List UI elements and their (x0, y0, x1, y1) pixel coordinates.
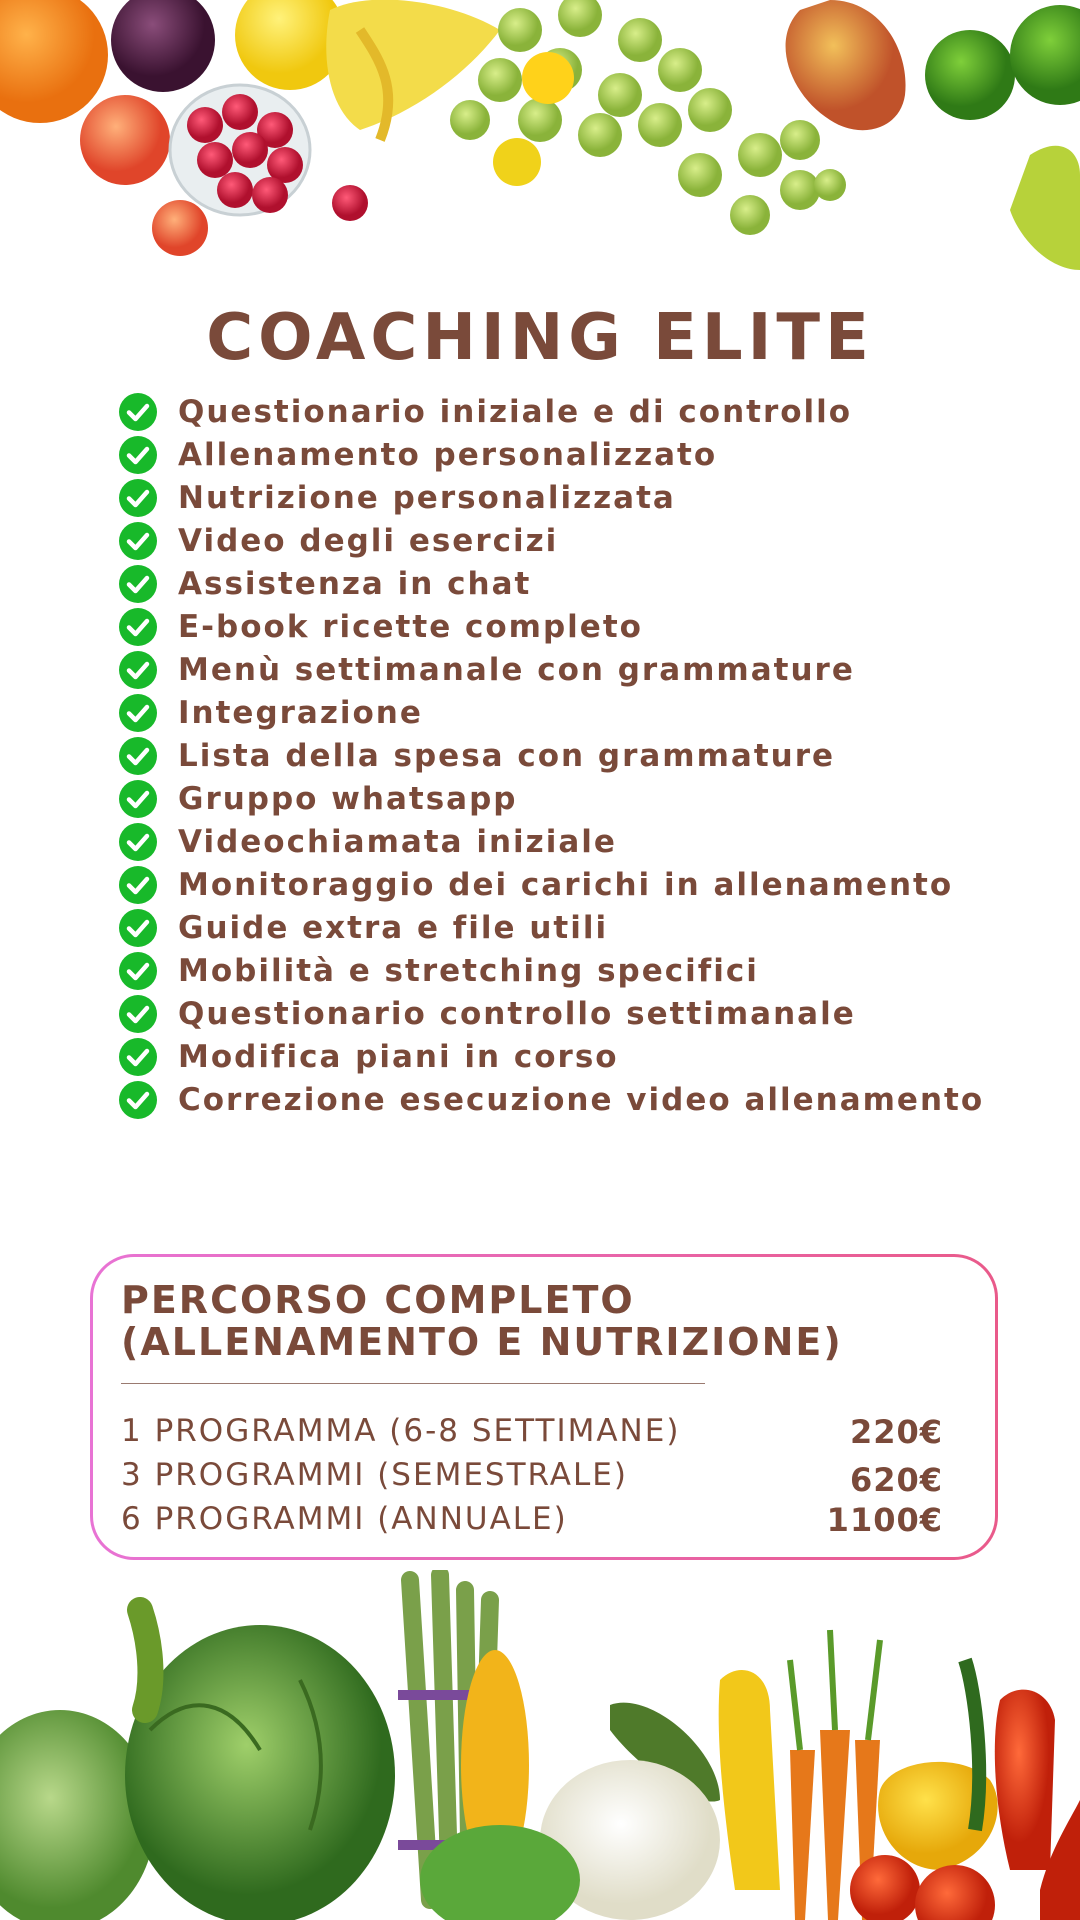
feature-label: Gruppo whatsapp (178, 780, 518, 817)
feature-item (118, 476, 984, 519)
price-row-name: 6 PROGRAMMI (ANNUALE) (121, 1501, 568, 1537)
feature-label: Menù settimanale con grammature (178, 651, 855, 688)
feature-label: Lista della spesa con grammature (178, 737, 836, 774)
page-title: COACHING ELITE (206, 300, 874, 375)
check-circle-icon (118, 736, 158, 776)
feature-item (118, 1078, 984, 1121)
feature-item (118, 992, 984, 1035)
pricing-title: PERCORSO COMPLETO (ALLENAMENTO E NUTRIZIONE) (121, 1278, 843, 1364)
check-circle-icon (118, 779, 158, 819)
check-circle-icon (118, 1080, 158, 1120)
feature-item (118, 390, 984, 433)
check-circle-icon (118, 521, 158, 561)
feature-item (118, 863, 984, 906)
fruit-banner-image (0, 0, 1080, 280)
price-row-name: 1 PROGRAMMA (6-8 SETTIMANE) (121, 1413, 681, 1449)
pricing-divider (121, 1383, 705, 1384)
feature-label: Guide extra e file utili (178, 909, 609, 946)
check-circle-icon (118, 435, 158, 475)
feature-label: Nutrizione personalizzata (178, 479, 676, 516)
price-row (121, 1457, 983, 1497)
check-circle-icon (118, 392, 158, 432)
pricing-card (90, 1254, 998, 1560)
feature-item (118, 648, 984, 691)
price-row-name: 3 PROGRAMMI (SEMESTRALE) (121, 1457, 628, 1493)
feature-item (118, 562, 984, 605)
check-circle-icon (118, 478, 158, 518)
check-circle-icon (118, 650, 158, 690)
feature-item (118, 906, 984, 949)
check-circle-icon (118, 564, 158, 604)
vegetables-banner-image (0, 1570, 1080, 1920)
check-circle-icon (118, 994, 158, 1034)
feature-item (118, 1035, 984, 1078)
feature-label: Modifica piani in corso (178, 1038, 619, 1075)
feature-item (118, 949, 984, 992)
check-circle-icon (118, 951, 158, 991)
price-row (121, 1413, 983, 1453)
check-circle-icon (118, 1037, 158, 1077)
feature-label: Correzione esecuzione video allenamento (178, 1081, 985, 1118)
check-circle-icon (118, 693, 158, 733)
feature-label: Integrazione (178, 694, 423, 731)
feature-item (118, 820, 984, 863)
feature-label: Mobilità e stretching specifici (178, 952, 759, 989)
feature-item (118, 777, 984, 820)
check-circle-icon (118, 607, 158, 647)
feature-list (118, 390, 984, 1121)
check-circle-icon (118, 865, 158, 905)
price-row (121, 1501, 983, 1541)
price-row-value: 620€ (849, 1461, 943, 1499)
feature-label: Questionario controllo settimanale (178, 995, 856, 1032)
feature-item (118, 605, 984, 648)
feature-label: Videochiamata iniziale (178, 823, 617, 860)
feature-item (118, 433, 984, 476)
price-row-value: 1100€ (826, 1501, 943, 1539)
feature-label: E-book ricette completo (178, 608, 643, 645)
feature-label: Questionario iniziale e di controllo (178, 393, 853, 430)
feature-label: Video degli esercizi (178, 522, 559, 559)
check-circle-icon (118, 822, 158, 862)
feature-item (118, 691, 984, 734)
check-circle-icon (118, 908, 158, 948)
feature-item (118, 519, 984, 562)
feature-label: Assistenza in chat (178, 565, 532, 602)
price-row-value: 220€ (849, 1413, 943, 1451)
feature-label: Allenamento personalizzato (178, 436, 718, 473)
feature-item (118, 734, 984, 777)
feature-label: Monitoraggio dei carichi in allenamento (178, 866, 954, 903)
